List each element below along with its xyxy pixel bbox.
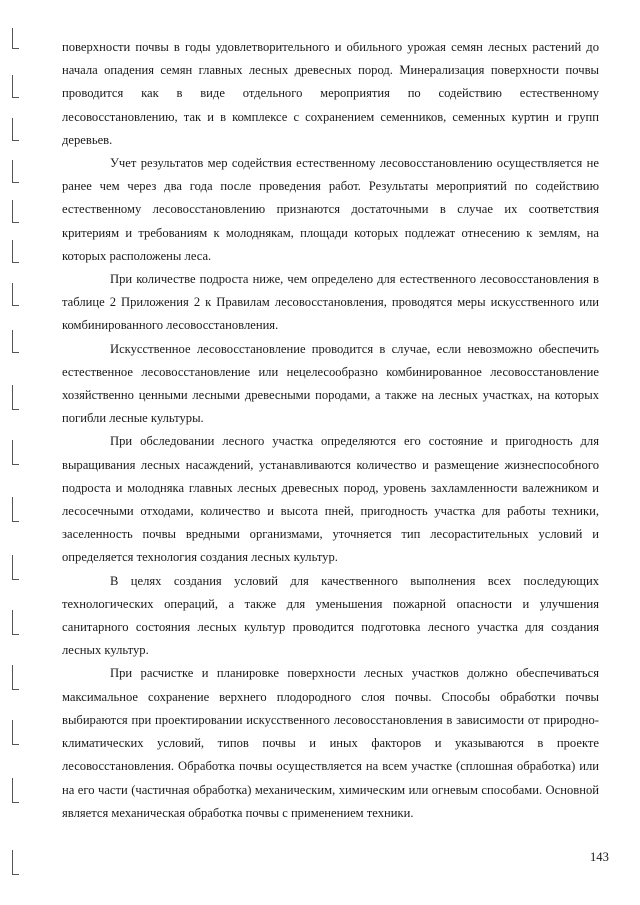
paragraph-7: При расчистке и планировке поверхности лесных участков должно обеспечиваться максимальное сохранение верхнего плодородного слоя почвы. Способы обработки почвы выбираются при проектировании искусственного лесовосстановления в зависимости от природно-климатических условий, типов почвы и иных факторов и указываются в проекте лесовосстановления. Обработка почвы осуществляется на всем участке (сплошная обработка) или на его части (частичная обработка) механическим, химическим или огневым способами. Основной является механическая обработка почвы с применением техники.: [62, 666, 599, 820]
page-number: 143: [590, 850, 609, 864]
body-text: [62, 36, 599, 825]
binding-margin-marks: [0, 0, 30, 905]
paragraph-3: При количестве подроста ниже, чем определено для естественного лесовосстановления в таблице 2 Приложения 2 к Правилам лесовосстановления, проводятся меры искусственного или комбинированного лесовосстановления.: [62, 272, 599, 333]
paragraph-2: Учет результатов мер содействия естественному лесовосстановлению осуществляется не ранее чем через два года после проведения работ. Результаты мероприятий по содействию естественному лесовосстановлению признаются достаточными в случае их соответствия критериям и требованиям к молоднякам, площади которых подлежат отнесению к землям, на которых расположены леса.: [62, 156, 599, 263]
paragraph-6: В целях создания условий для качественного выполнения всех последующих технологических операций, а также для уменьшения пожарной опасности и улучшения санитарного состояния лесных культур проводится подготовка лесного участка для создания лесных культур.: [62, 573, 599, 658]
paragraph-1: поверхности почвы в годы удовлетворительного и обильного урожая семян лесных растений до начала опадения семян главных лесных древесных пород. Минерализация поверхности почвы проводится как в виде отдельного мероприятия по содействию естественному лесовосстановлению, так и в комплексе с сохранением семенников, семенных куртин и групп деревьев.: [62, 40, 599, 147]
paragraph-4: Искусственное лесовосстановление проводится в случае, если невозможно обеспечить естественное лесовосстановление или нецелесообразно комбинированное лесовосстановление хозяйственно ценными лесными древесными породами, а также на лесных участках, на которых погибли лесные культуры.: [62, 341, 599, 426]
paragraph-5: При обследовании лесного участка определяются его состояние и пригодность для выращивания лесных насаждений, устанавливаются количество и размещение жизнеспособного подроста и молодняка главных лесных древесных пород, уровень захламленности валежником и лесосечными отходами, количество и высота пней, пригодность участка для работы техники, заселенность почвы вредными организмами, уточняется тип лесорастительных условий и определяется технология создания лесных культур.: [62, 434, 599, 565]
